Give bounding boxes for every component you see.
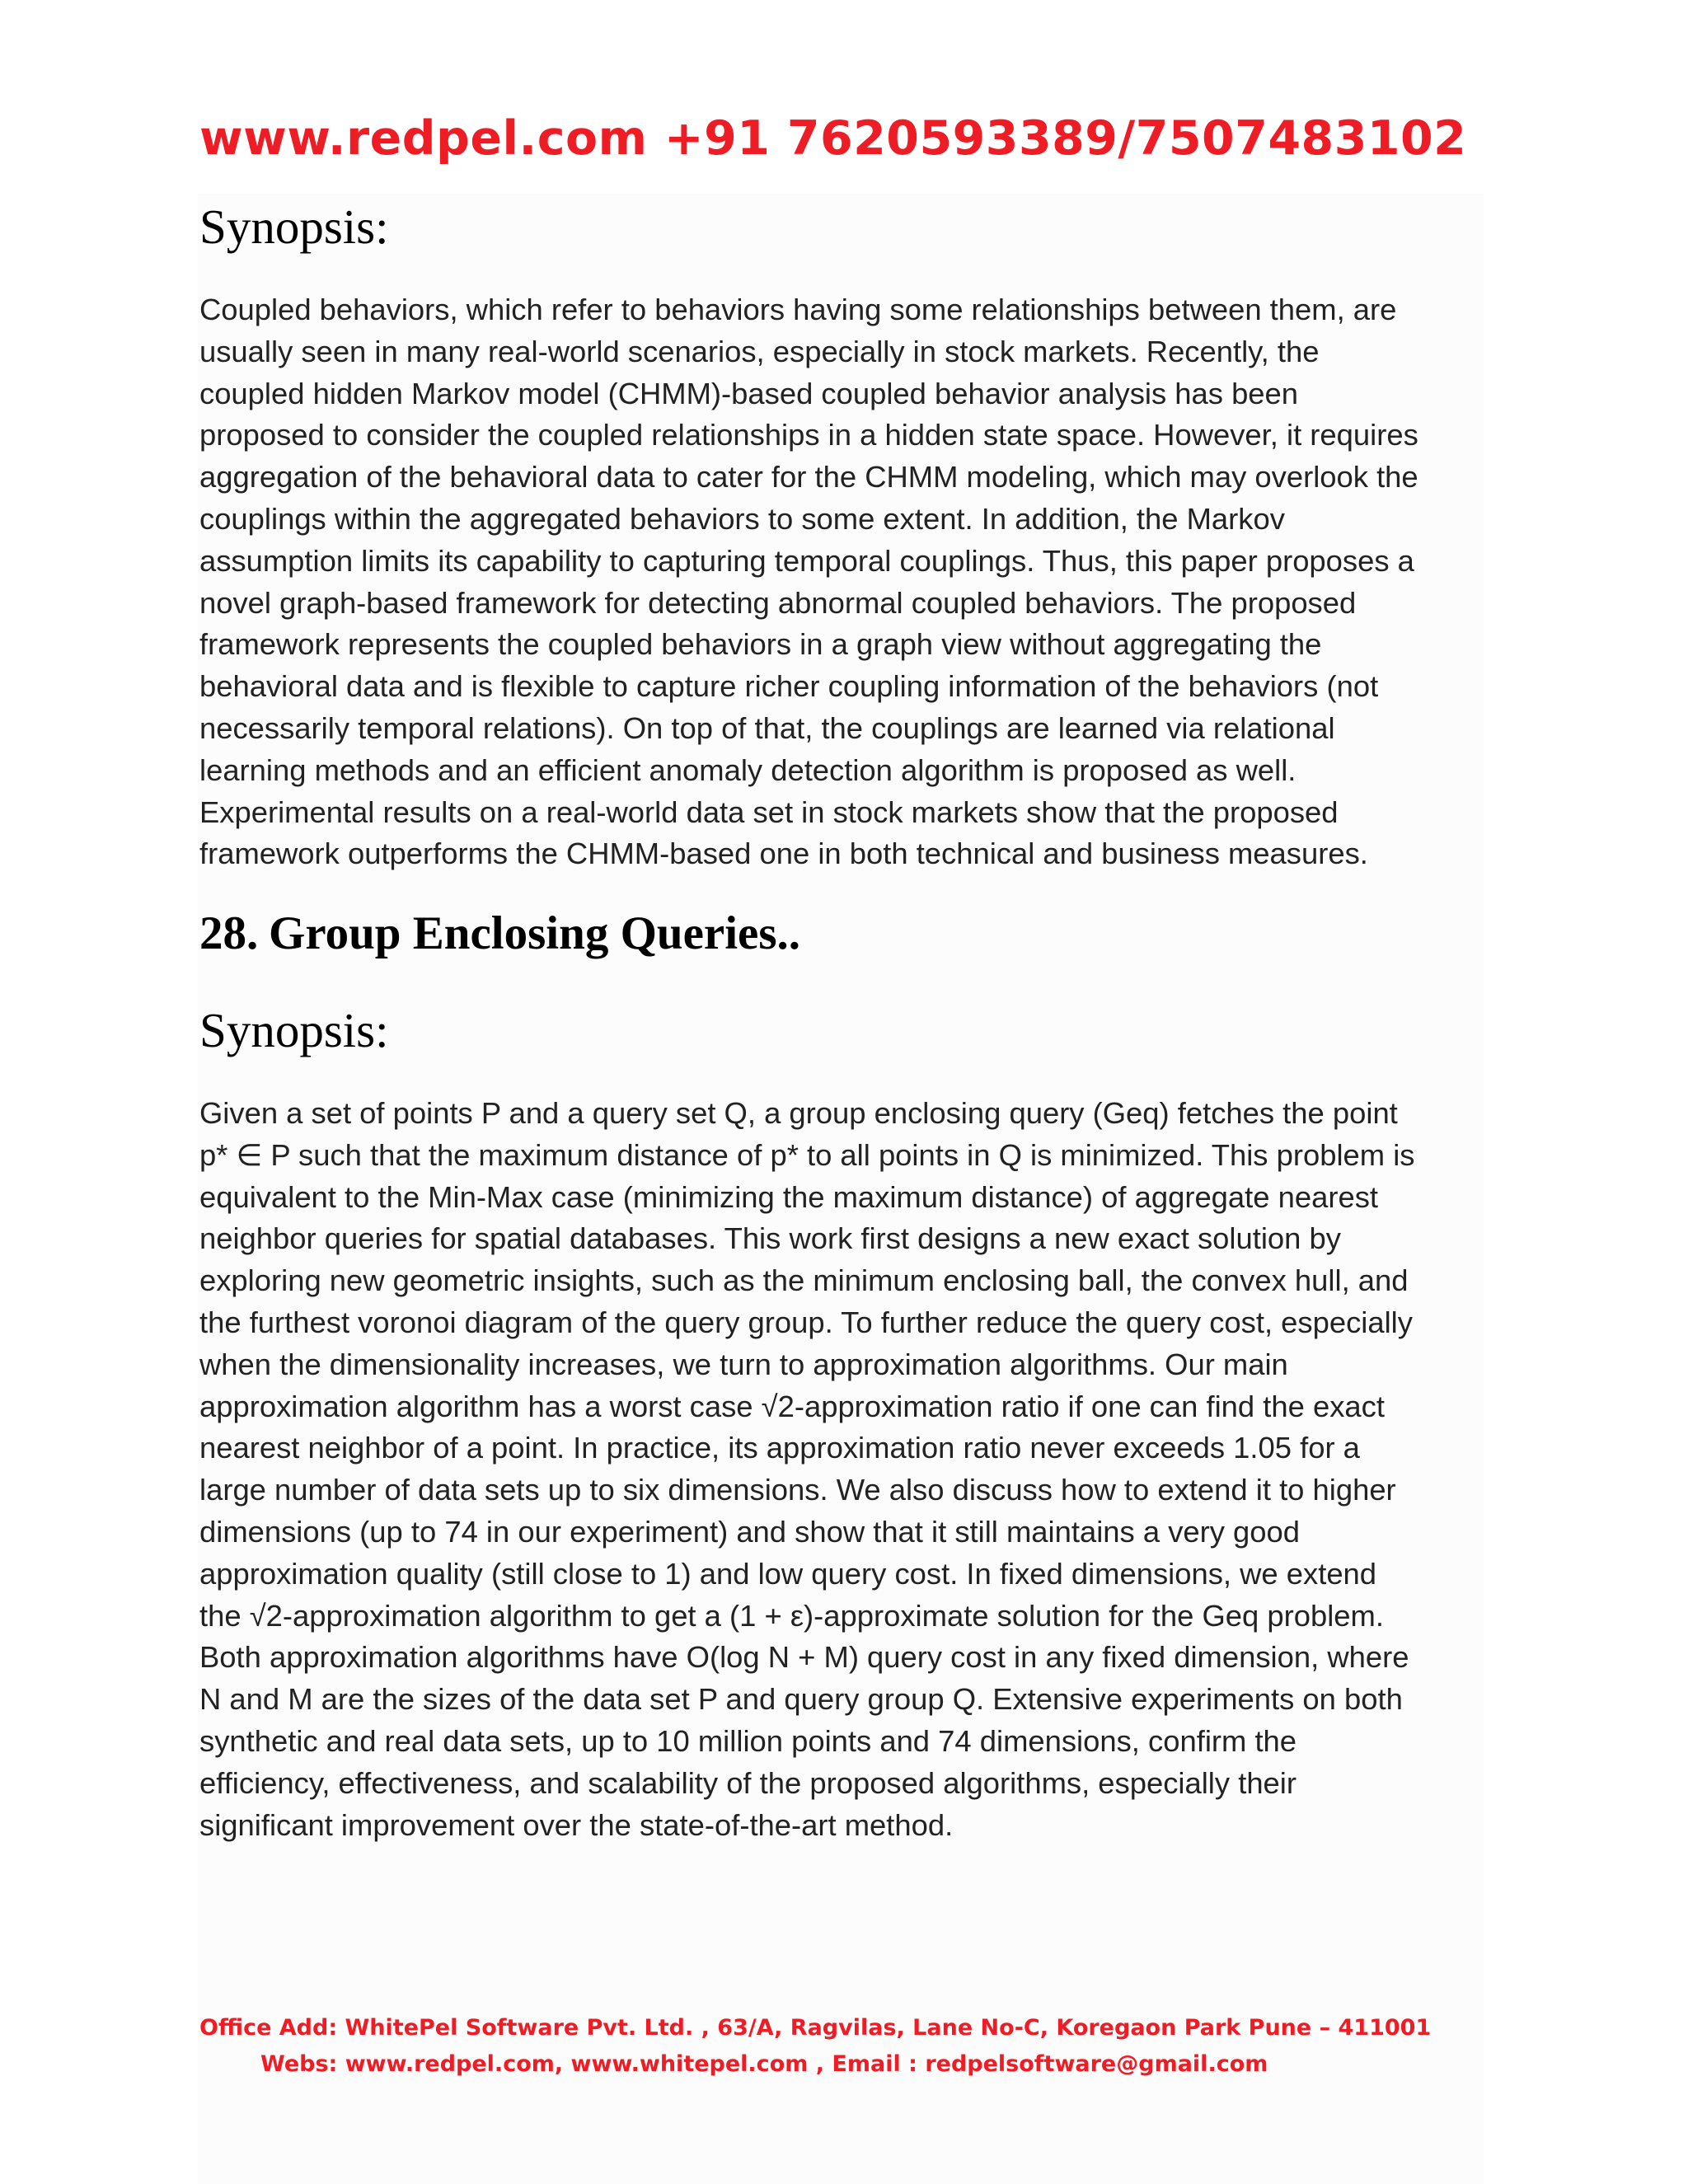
- section-number: 28.: [199, 907, 259, 959]
- paragraph-line: large number of data sets up to six dimensions. We also discuss how to extend it to higher: [199, 1473, 1396, 1507]
- paragraph-line: the furthest voronoi diagram of the query group. To further reduce the query cost, especially: [199, 1305, 1413, 1339]
- paragraph-line: necessarily temporal relations). On top of that, the couplings are learned via relational: [199, 710, 1335, 745]
- paragraph-line: framework represents the coupled behaviors in a graph view without aggregating the: [199, 627, 1322, 662]
- paragraph-line: Given a set of points P and a query set Q, a group enclosing query (Geq) fetches the point: [199, 1096, 1398, 1130]
- paragraph-line: approximation quality (still close to 1) and low query cost. In fixed dimensions, we extend: [199, 1556, 1377, 1591]
- paragraph-line: couplings within the aggregated behaviors to some extent. In addition, the Markov: [199, 501, 1285, 536]
- paragraph-line: Coupled behaviors, which refer to behaviors having some relationships between them, are: [199, 293, 1397, 326]
- paragraph-line: efficiency, effectiveness, and scalability of the proposed algorithms, especially their: [199, 1765, 1296, 1800]
- paragraph-line: p* ∈ P such that the maximum distance of p* to all points in Q is minimized. This problem is: [199, 1137, 1415, 1172]
- paragraph-line: dimensions (up to 74 in our experiment) and show that it still maintains a very good: [199, 1514, 1301, 1549]
- footer-web-links: Webs: www.redpel.com, www.whitepel.com , Email : redpelsoftware@gmail.com: [260, 2051, 1268, 2077]
- section-title-28: [199, 901, 800, 967]
- paragraph-line: novel graph-based framework for detecting abnormal coupled behaviors. The proposed: [199, 585, 1357, 620]
- paragraph-line: exploring new geometric insights, such as the minimum enclosing ball, the convex hull, and: [199, 1263, 1409, 1298]
- contact-header: www.redpel.com +91 7620593389/7507483102: [199, 111, 1467, 166]
- paragraph-line: significant improvement over the state-of-the-art method.: [199, 1807, 954, 1842]
- paragraph-line: assumption limits its capability to capturing temporal couplings. Thus, this paper proposes a: [199, 543, 1414, 578]
- paragraph-line: neighbor queries for spatial databases. This work first designs a new exact solution by: [199, 1221, 1341, 1256]
- paragraph-line: behavioral data and is flexible to capture richer coupling information of the behaviors (not: [199, 669, 1379, 704]
- paragraph-line: approximation algorithm has a worst case √2-approximation ratio if one can find the exact: [199, 1389, 1385, 1423]
- paragraph-line: when the dimensionality increases, we turn to approximation algorithms. Our main: [199, 1347, 1288, 1381]
- paragraph-line: equivalent to the Min-Max case (minimizing the maximum distance) of aggregate nearest: [199, 1179, 1379, 1214]
- paragraph-line: coupled hidden Markov model (CHMM)-based coupled behavior analysis has been: [199, 376, 1299, 410]
- synopsis-heading-27: Synopsis:: [199, 199, 389, 254]
- paragraph-line: N and M are the sizes of the data set P and query group Q. Extensive experiments on both: [199, 1682, 1403, 1717]
- paragraph-line: nearest neighbor of a point. In practice, its approximation ratio never exceeds 1.05 for a: [199, 1431, 1360, 1465]
- paragraph-line: usually seen in many real-world scenarios, especially in stock markets. Recently, the: [199, 334, 1320, 368]
- paragraph-line: synthetic and real data sets, up to 10 million points and 74 dimensions, confirm the: [199, 1723, 1297, 1758]
- paragraph-line: aggregation of the behavioral data to cater for the CHMM modeling, which may overlook the: [199, 460, 1418, 494]
- paragraph-line: the √2-approximation algorithm to get a (1 + ε)-approximate solution for the Geq problem.: [199, 1598, 1384, 1633]
- synopsis-body-28: [199, 1093, 1502, 1846]
- synopsis-heading-28: Synopsis:: [199, 1003, 389, 1057]
- paragraph-line: learning methods and an efficient anomaly detection algorithm is proposed as well.: [199, 752, 1296, 787]
- section-title-text: Group Enclosing Queries..: [269, 907, 801, 959]
- paragraph-line: proposed to consider the coupled relationships in a hidden state space. However, it requires: [199, 418, 1418, 452]
- paragraph-line: Both approximation algorithms have O(log N + M) query cost in any fixed dimension, where: [199, 1640, 1409, 1675]
- paragraph-line: Experimental results on a real-world data set in stock markets show that the proposed: [199, 794, 1339, 829]
- paragraph-line: framework outperforms the CHMM-based one in both technical and business measures.: [199, 837, 1368, 871]
- footer-office-address: Office Add: WhitePel Software Pvt. Ltd. , 63/A, Ragvilas, Lane No-C, Koregaon Park Pune – 411001: [199, 2015, 1432, 2041]
- synopsis-body-27: [199, 289, 1502, 875]
